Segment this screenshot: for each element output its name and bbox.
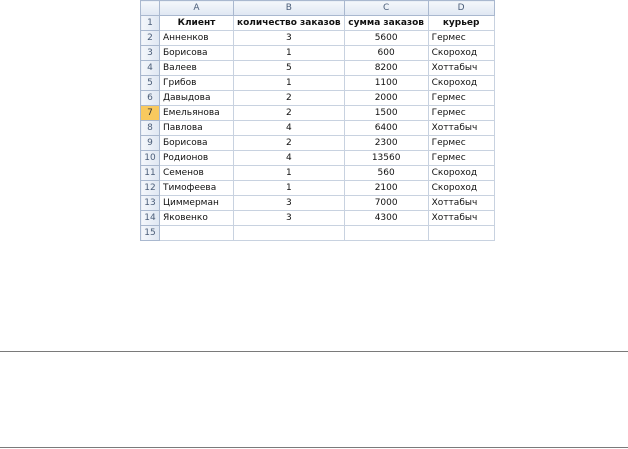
select-all-corner[interactable] bbox=[141, 1, 160, 16]
cell-client[interactable]: Павлова bbox=[160, 121, 234, 136]
cell-client[interactable]: Грибов bbox=[160, 76, 234, 91]
column-header-d[interactable]: D bbox=[428, 1, 494, 16]
table-row bbox=[141, 196, 495, 211]
cell-order-count[interactable]: 1 bbox=[234, 46, 345, 61]
row-header[interactable]: 5 bbox=[141, 76, 160, 91]
cell-order-count[interactable]: 3 bbox=[234, 196, 345, 211]
cell-order-count[interactable]: 1 bbox=[234, 181, 345, 196]
row-header[interactable]: 14 bbox=[141, 211, 160, 226]
cell-order-count[interactable]: 4 bbox=[234, 151, 345, 166]
row-header[interactable]: 13 bbox=[141, 196, 160, 211]
table-header-row bbox=[141, 16, 495, 31]
row-header[interactable]: 8 bbox=[141, 121, 160, 136]
row-header[interactable]: 3 bbox=[141, 46, 160, 61]
spreadsheet-grid bbox=[140, 0, 495, 241]
cell-client[interactable]: Емельянова bbox=[160, 106, 234, 121]
cell-order-count[interactable]: 2 bbox=[234, 136, 345, 151]
cell-order-sum[interactable]: 600 bbox=[344, 46, 428, 61]
table-row bbox=[141, 151, 495, 166]
cell-client[interactable]: Яковенко bbox=[160, 211, 234, 226]
table-row bbox=[141, 181, 495, 196]
cell-order-sum[interactable]: 1500 bbox=[344, 106, 428, 121]
cell-courier[interactable]: Гермес bbox=[428, 106, 494, 121]
cell-client[interactable]: Циммерман bbox=[160, 196, 234, 211]
row-header[interactable]: 4 bbox=[141, 61, 160, 76]
cell-order-count[interactable]: 3 bbox=[234, 211, 345, 226]
cell-order-sum[interactable]: 2000 bbox=[344, 91, 428, 106]
cell-order-sum[interactable]: 7000 bbox=[344, 196, 428, 211]
cell-order-count[interactable]: 5 bbox=[234, 61, 345, 76]
row-header[interactable]: 11 bbox=[141, 166, 160, 181]
table-row bbox=[141, 76, 495, 91]
table-row-empty bbox=[141, 226, 495, 241]
column-header-a[interactable]: A bbox=[160, 1, 234, 16]
header-cell-order-count[interactable]: количество заказов bbox=[234, 16, 345, 31]
column-header-b[interactable]: B bbox=[234, 1, 345, 16]
spreadsheet-body bbox=[141, 1, 495, 241]
cell-client[interactable]: Анненков bbox=[160, 31, 234, 46]
row-header[interactable]: 7 bbox=[141, 106, 160, 121]
header-cell-courier[interactable]: курьер bbox=[428, 16, 494, 31]
row-header[interactable]: 6 bbox=[141, 91, 160, 106]
cell-client[interactable]: Давыдова bbox=[160, 91, 234, 106]
divider-line-lower bbox=[0, 447, 628, 448]
column-header-row bbox=[141, 1, 495, 16]
cell-courier[interactable]: Хоттабыч bbox=[428, 211, 494, 226]
table-row bbox=[141, 121, 495, 136]
cell-courier[interactable]: Хоттабыч bbox=[428, 196, 494, 211]
cell-order-sum[interactable]: 13560 bbox=[344, 151, 428, 166]
cell-order-count[interactable]: 1 bbox=[234, 76, 345, 91]
cell-order-sum[interactable]: 5600 bbox=[344, 31, 428, 46]
cell-client[interactable]: Семенов bbox=[160, 166, 234, 181]
cell-courier[interactable]: Хоттабыч bbox=[428, 61, 494, 76]
cell-order-count[interactable]: 3 bbox=[234, 31, 345, 46]
empty-cell[interactable] bbox=[344, 226, 428, 241]
row-header[interactable]: 1 bbox=[141, 16, 160, 31]
cell-courier[interactable]: Гермес bbox=[428, 136, 494, 151]
cell-order-count[interactable]: 1 bbox=[234, 166, 345, 181]
divider-line-upper bbox=[0, 351, 628, 352]
cell-courier[interactable]: Гермес bbox=[428, 91, 494, 106]
row-header[interactable]: 10 bbox=[141, 151, 160, 166]
cell-courier[interactable]: Скороход bbox=[428, 46, 494, 61]
cell-order-sum[interactable]: 8200 bbox=[344, 61, 428, 76]
column-header-c[interactable]: C bbox=[344, 1, 428, 16]
header-cell-client[interactable]: Клиент bbox=[160, 16, 234, 31]
row-header[interactable]: 12 bbox=[141, 181, 160, 196]
cell-courier[interactable]: Гермес bbox=[428, 31, 494, 46]
table-row bbox=[141, 166, 495, 181]
table-row bbox=[141, 61, 495, 76]
cell-courier[interactable]: Скороход bbox=[428, 181, 494, 196]
table-row bbox=[141, 31, 495, 46]
cell-courier[interactable]: Хоттабыч bbox=[428, 121, 494, 136]
header-cell-order-sum[interactable]: сумма заказов bbox=[344, 16, 428, 31]
cell-order-sum[interactable]: 6400 bbox=[344, 121, 428, 136]
cell-courier[interactable]: Скороход bbox=[428, 166, 494, 181]
cell-client[interactable]: Борисова bbox=[160, 46, 234, 61]
cell-order-sum[interactable]: 2100 bbox=[344, 181, 428, 196]
cell-order-sum[interactable]: 4300 bbox=[344, 211, 428, 226]
cell-order-count[interactable]: 2 bbox=[234, 106, 345, 121]
empty-cell[interactable] bbox=[428, 226, 494, 241]
cell-courier[interactable]: Гермес bbox=[428, 151, 494, 166]
cell-order-sum[interactable]: 560 bbox=[344, 166, 428, 181]
table-row bbox=[141, 136, 495, 151]
row-header[interactable]: 15 bbox=[141, 226, 160, 241]
table-row bbox=[141, 91, 495, 106]
cell-client[interactable]: Тимофеева bbox=[160, 181, 234, 196]
table-row bbox=[141, 46, 495, 61]
cell-courier[interactable]: Скороход bbox=[428, 76, 494, 91]
table-row bbox=[141, 211, 495, 226]
row-header[interactable]: 9 bbox=[141, 136, 160, 151]
empty-cell[interactable] bbox=[160, 226, 234, 241]
cell-client[interactable]: Родионов bbox=[160, 151, 234, 166]
cell-order-count[interactable]: 2 bbox=[234, 91, 345, 106]
empty-cell[interactable] bbox=[234, 226, 345, 241]
cell-client[interactable]: Валеев bbox=[160, 61, 234, 76]
cell-client[interactable]: Борисова bbox=[160, 136, 234, 151]
cell-order-sum[interactable]: 1100 bbox=[344, 76, 428, 91]
cell-order-count[interactable]: 4 bbox=[234, 121, 345, 136]
table-row bbox=[141, 106, 495, 121]
cell-order-sum[interactable]: 2300 bbox=[344, 136, 428, 151]
row-header[interactable]: 2 bbox=[141, 31, 160, 46]
